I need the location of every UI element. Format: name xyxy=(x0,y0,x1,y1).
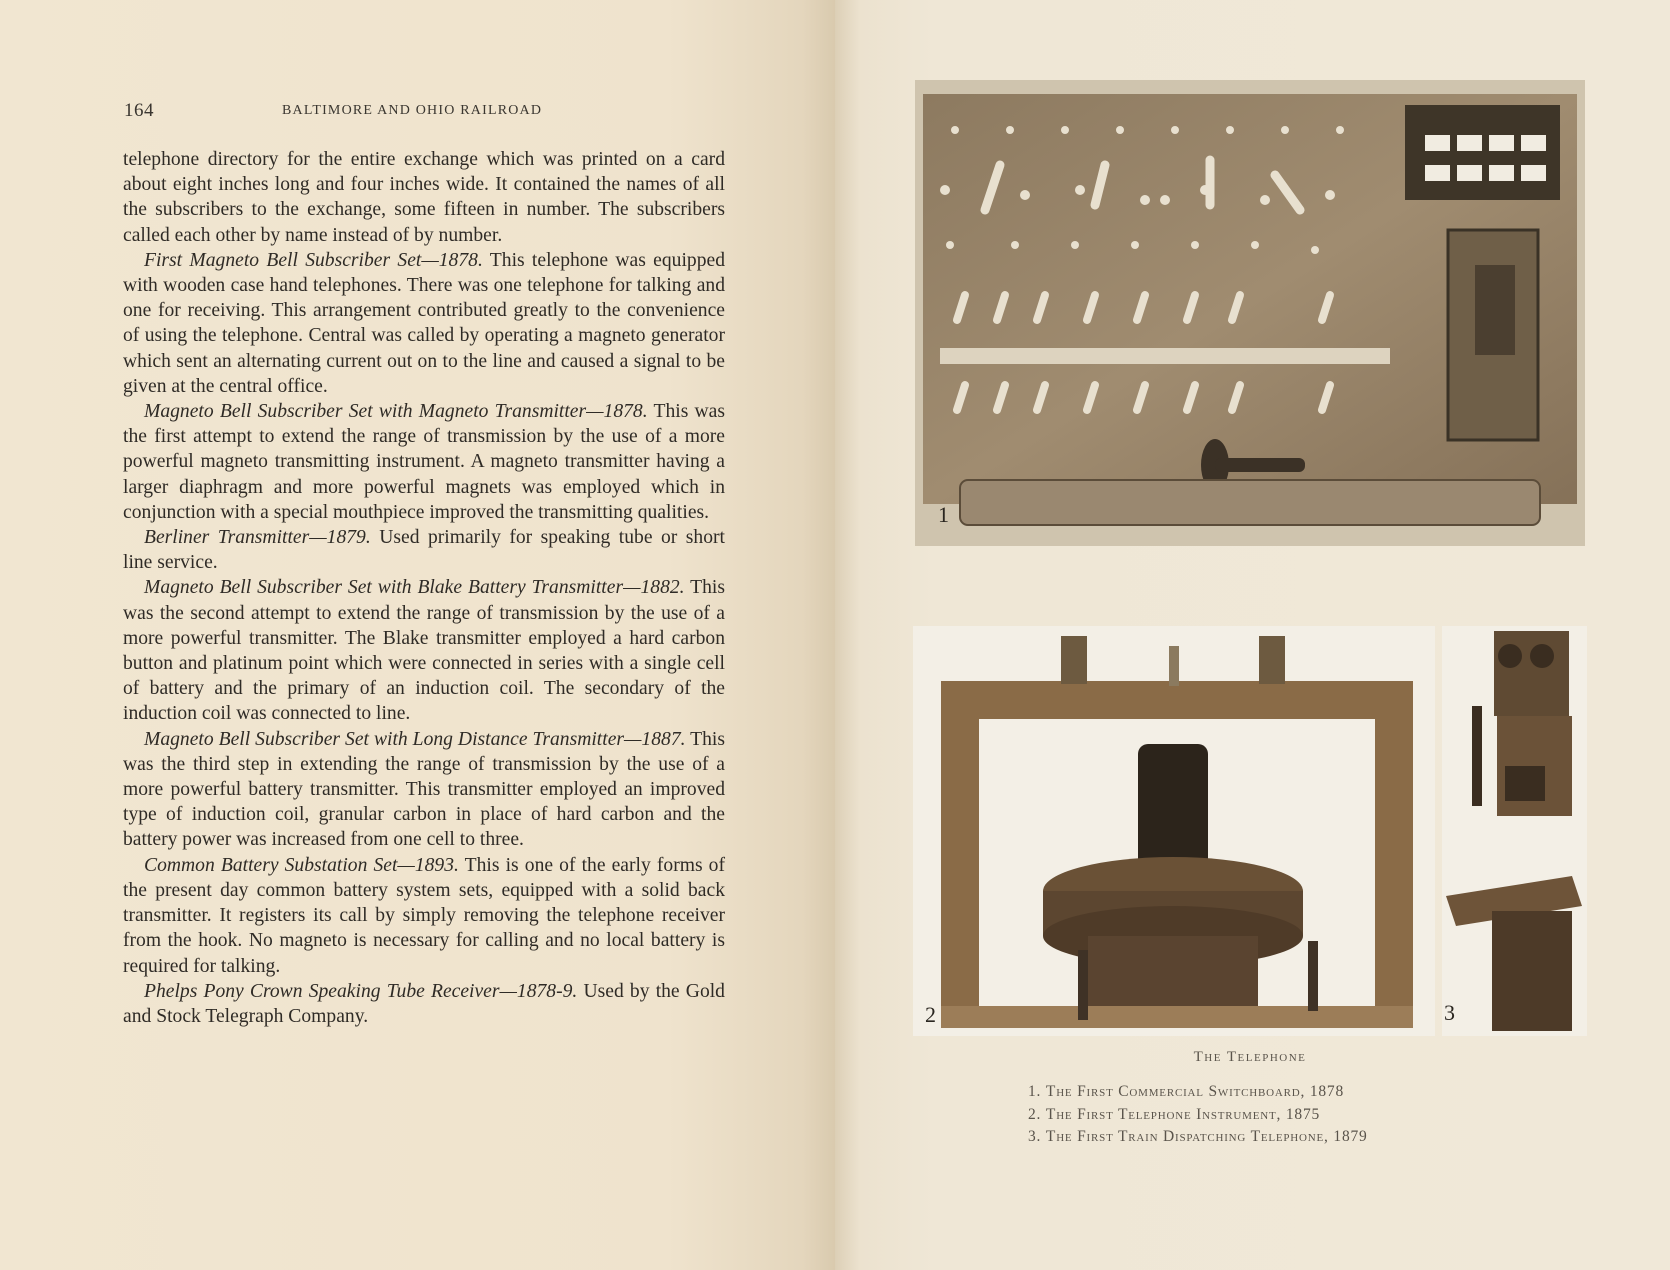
page-number: 164 xyxy=(124,100,154,121)
paragraph-4: Magneto Bell Subscriber Set with Blake Battery Transmitter—1882. This was the second attempt to extend the range of transmission by the use of a more powerful transmitter. The Blake transmitter employed a hard carbon button and platinum point which were connected in series with a single cell of battery and the primary of an induction coil. The secondary of the induction coil was connected to line. xyxy=(123,577,725,725)
caption-list xyxy=(1028,1081,1508,1149)
paragraph-1: First Magneto Bell Subscriber Set—1878. This telephone was equipped with wooden case hand telephones. There was one telephone for talking and one for receiving. This arrangement contributed greatly to the convenience of using the telephone. Central was called by operating a magneto generator which sent an alternating current out on to the line and caused a signal to be given at the central office. xyxy=(123,249,725,397)
figure-number-1: 1 xyxy=(938,502,949,527)
running-head-title: BALTIMORE AND OHIO RAILROAD xyxy=(282,103,543,118)
entry-title: Common Battery Substation Set—1893. xyxy=(144,854,459,876)
body-text xyxy=(123,147,725,1029)
entry-title: Berliner Transmitter—1879. xyxy=(144,527,371,549)
telephone-instrument-photo xyxy=(913,626,1435,1036)
paragraph-2: Magneto Bell Subscriber Set with Magneto Transmitter—1878. This was the first attempt to extend the range of transmission by the use of a more powerful magneto transmitting instrument. A magneto transmitter having a larger diaphragm and more powerful magnets was employed which in conjunction with a special mouthpiece improved the transmitting qualities. xyxy=(123,401,725,523)
caption-title: The Telephone xyxy=(1193,1049,1307,1065)
caption-item: 3. The First Train Dispatching Telephone, 1879 xyxy=(1028,1128,1368,1145)
entry-title: Magneto Bell Subscriber Set with Magneto Transmitter—1878. xyxy=(144,401,648,423)
entry-title: Magneto Bell Subscriber Set with Long Distance Transmitter—1887. xyxy=(144,728,686,750)
paragraph-3: Berliner Transmitter—1879. Used primarily for speaking tube or short line service. xyxy=(123,527,725,574)
figure-number-3: 3 xyxy=(1444,1000,1455,1025)
entry-title: First Magneto Bell Subscriber Set—1878. xyxy=(144,249,483,271)
wall-telephone-photo xyxy=(1442,626,1587,1036)
paragraph-0: telephone directory for the entire exchange which was printed on a card about eight inches long and four inches wide. It contained the names of all the subscribers to the exchange, some fifteen in number. The subscribers called each other by name instead of by number. xyxy=(123,149,725,246)
entry-title: Phelps Pony Crown Speaking Tube Receiver—1878-9. xyxy=(144,980,578,1002)
entry-title: Magneto Bell Subscriber Set with Blake Battery Transmitter—1882. xyxy=(144,577,685,599)
paragraph-7: Phelps Pony Crown Speaking Tube Receiver—1878-9. Used by the Gold and Stock Telegraph Company. xyxy=(123,980,725,1027)
figure-number-2: 2 xyxy=(925,1002,936,1027)
caption-item: 1. The First Commercial Switchboard, 1878 xyxy=(1028,1083,1345,1100)
switchboard-photo xyxy=(915,80,1585,546)
paragraph-5: Magneto Bell Subscriber Set with Long Distance Transmitter—1887. This was the third step in extending the range of transmission by the use of a more powerful battery transmitter. This transmitter employed an improved type of induction coil, granular carbon in place of hard carbon and the battery power was increased from one cell to three. xyxy=(123,728,725,851)
caption-item: 2. The First Telephone Instrument, 1875 xyxy=(1028,1105,1321,1123)
paragraph-6: Common Battery Substation Set—1893. This is one of the early forms of the present day common battery system sets, equipped with a solid back transmitter. It registers its call by simply removing the telephone receiver from the hook. No magneto is necessary for calling and no local battery is required for talking. xyxy=(123,854,726,977)
